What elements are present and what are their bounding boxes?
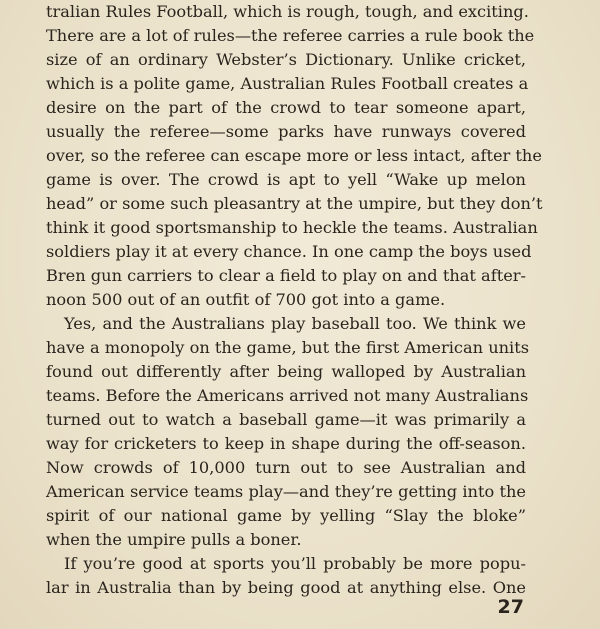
text-line: have a monopoly on the game, but the first American units xyxy=(46,338,530,357)
text-line: turned out to watch a baseball game—it was primarily a xyxy=(46,410,526,429)
page-number: 27 xyxy=(497,596,524,618)
text-line: spirit of our national game by yelling “Slay the bloke” xyxy=(46,506,526,525)
text-line: found out differently after being walloped by Australian xyxy=(46,362,526,381)
text-line: There are a lot of rules—the referee carries a rule book the xyxy=(46,26,535,45)
text-line: lar in Australia than by being good at anything else. One xyxy=(46,578,526,597)
text-line: American service teams play—and they’re getting into the xyxy=(46,482,526,501)
text-line: If you’re good at sports you’ll probably be more popu- xyxy=(64,554,526,573)
text-line: Now crowds of 10,000 turn out to see Australian and xyxy=(46,458,526,477)
text-line: when the umpire pulls a boner. xyxy=(46,530,302,549)
text-line: usually the referee—some parks have runways covered xyxy=(46,122,526,141)
text-line: Yes, and the Australians play baseball too. We think we xyxy=(64,314,526,333)
text-line: teams. Before the Americans arrived not many Australians xyxy=(46,386,529,405)
text-line: soldiers play it at every chance. In one camp the boys used xyxy=(46,242,532,261)
text-line: size of an ordinary Webster’s Dictionary. Unlike cricket, xyxy=(46,50,526,69)
text-line: Bren gun carriers to clear a field to play on and that after- xyxy=(46,266,526,285)
text-line: desire on the part of the crowd to tear someone apart, xyxy=(46,98,526,117)
text-line: noon 500 out of an outfit of 700 got into a game. xyxy=(46,290,446,309)
text-line: game is over. The crowd is apt to yell “Wake up melon xyxy=(46,170,526,189)
text-line: way for cricketers to keep in shape during the off-season. xyxy=(46,434,526,453)
text-line: head” or some such pleasantry at the umpire, but they don’t xyxy=(46,194,543,213)
text-line: which is a polite game, Australian Rules Football creates a xyxy=(46,74,529,93)
text-line: over, so the referee can escape more or less intact, after the xyxy=(46,146,542,165)
text-line: tralian Rules Football, which is rough, tough, and exciting. xyxy=(46,2,529,21)
text-line: think it good sportsmanship to heckle the teams. Australian xyxy=(46,218,538,237)
